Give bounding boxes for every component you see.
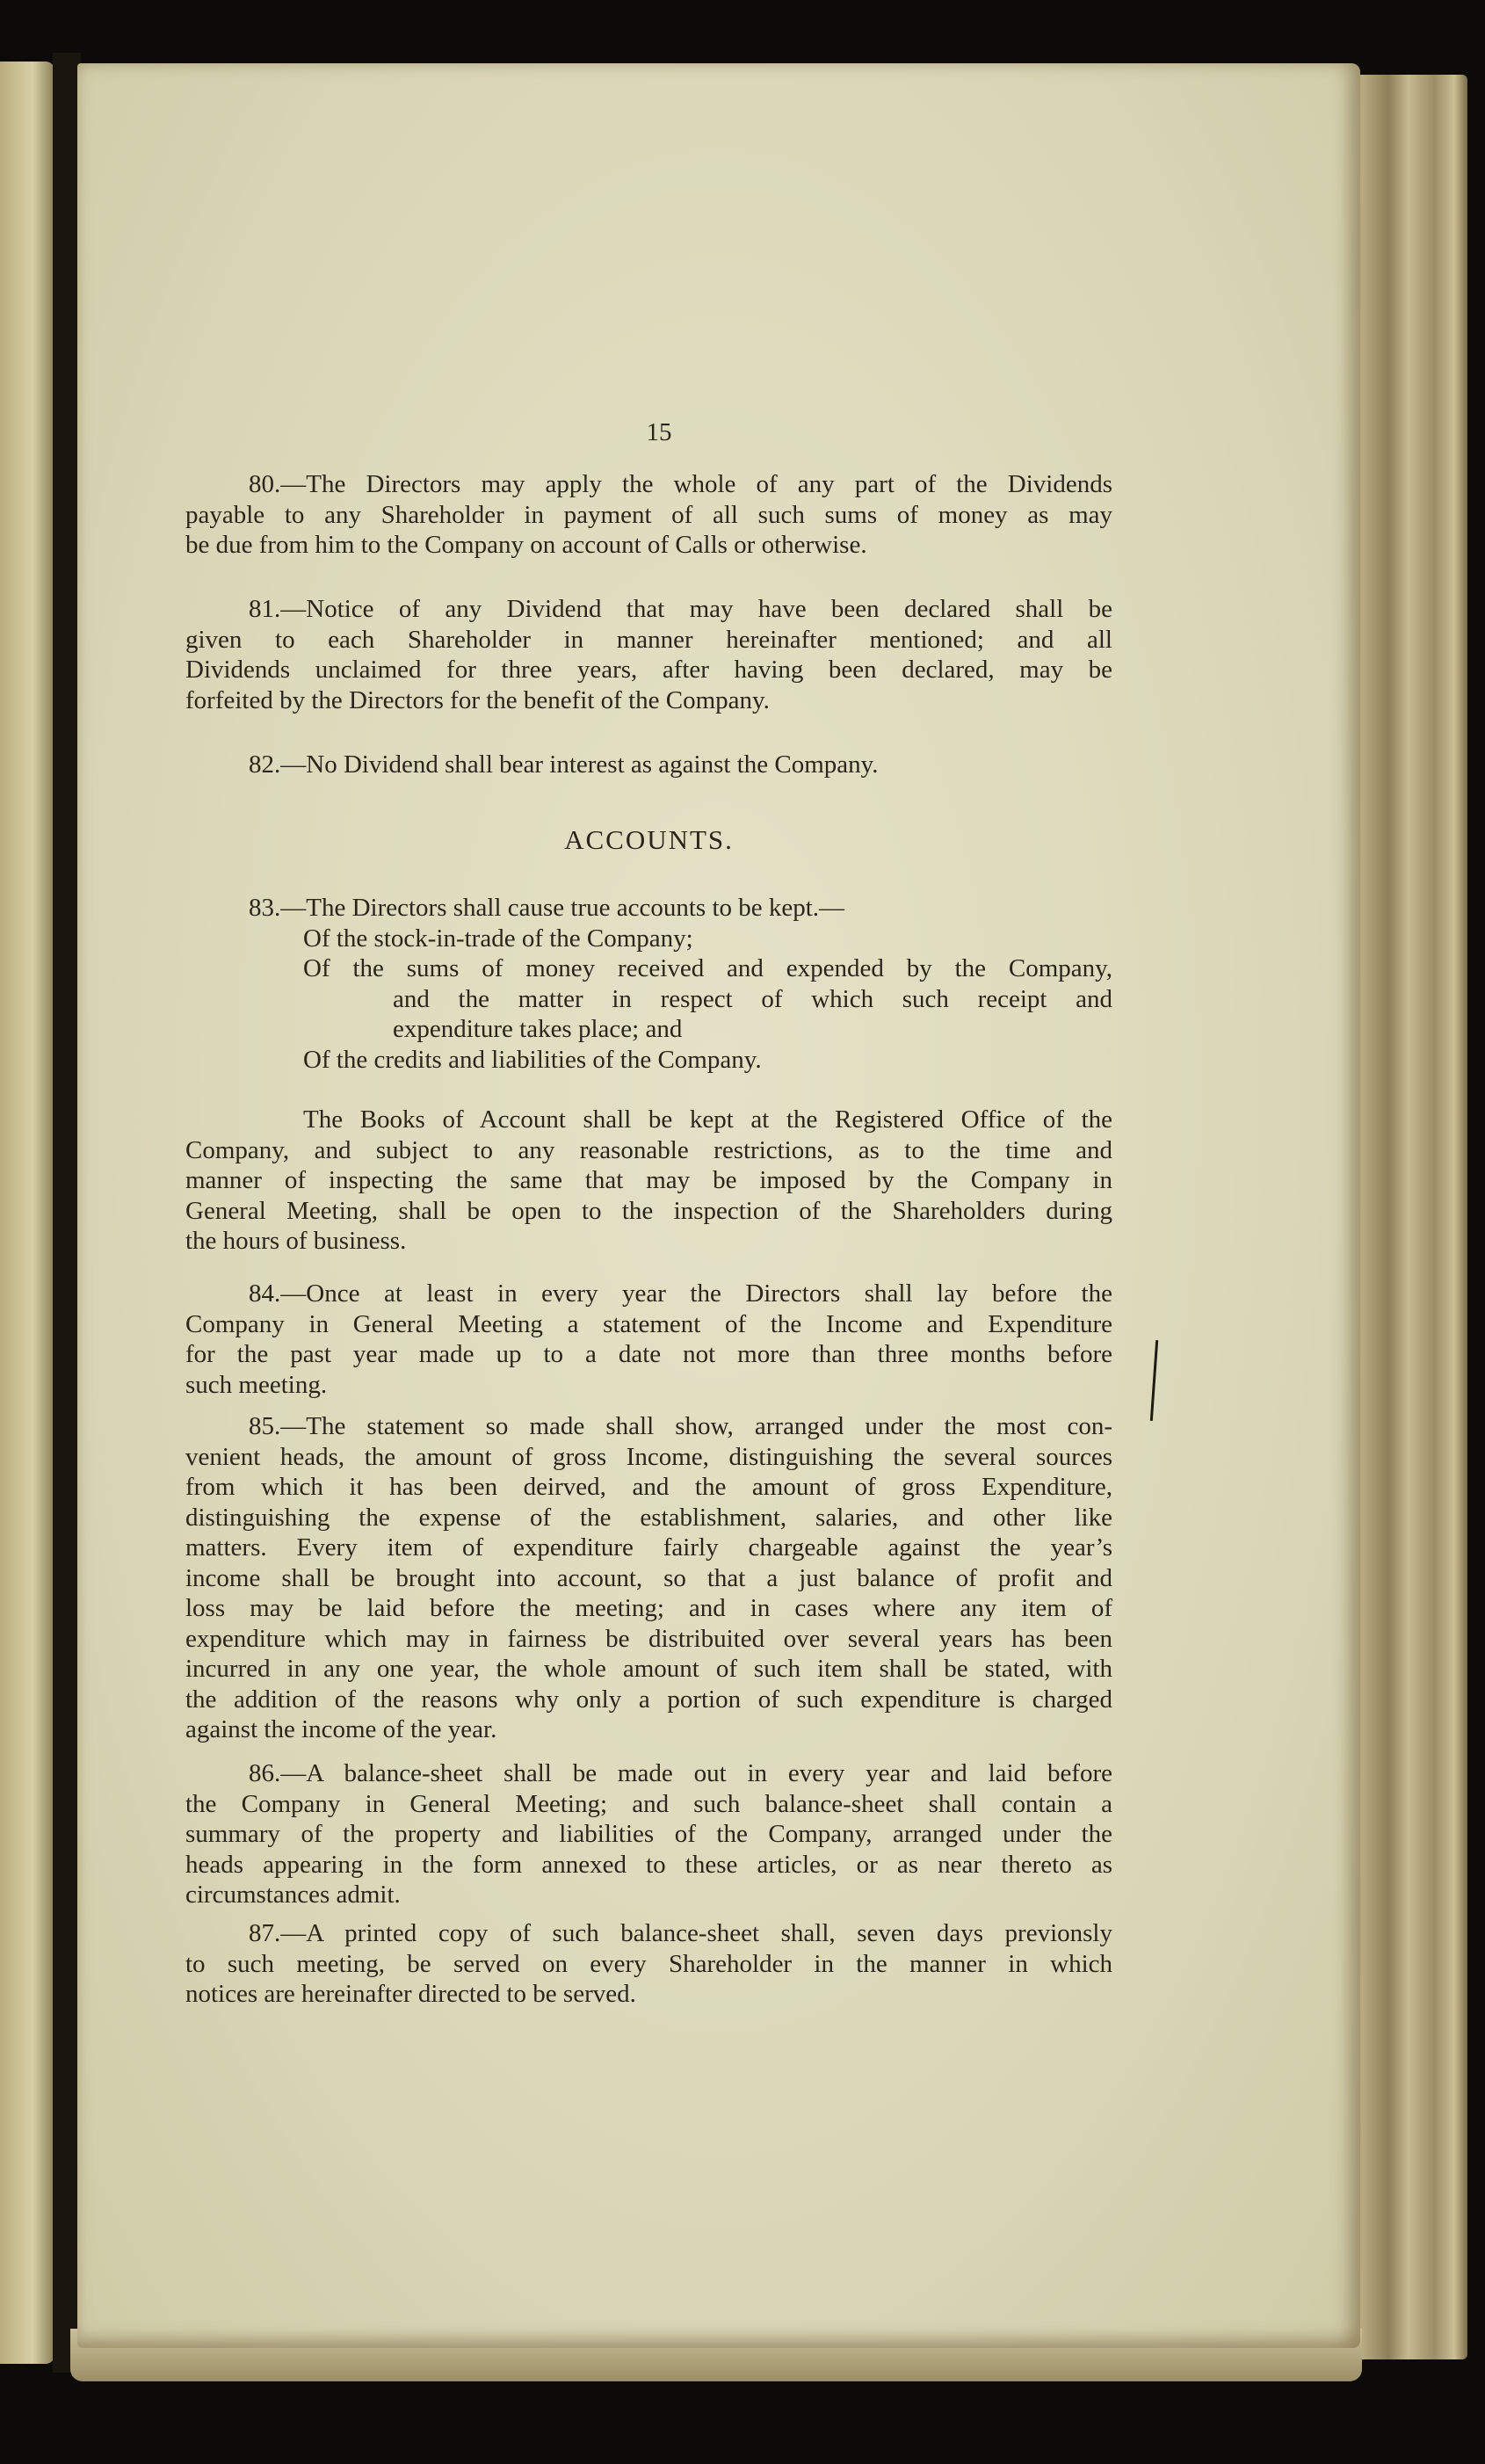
- text-line: distinguishing the expense of the establishment, salaries, and other like: [185, 1503, 1112, 1532]
- text-line: heads appearing in the form annexed to these articles, or as near thereto as: [185, 1850, 1112, 1879]
- text-line: notices are hereinafter directed to be served.: [185, 1980, 636, 2008]
- text-line: 80.—The Directors may apply the whole of any part of the Dividends: [249, 470, 1112, 498]
- text-line: such meeting.: [185, 1370, 328, 1399]
- text-line: 84.—Once at least in every year the Directors shall lay before the: [249, 1279, 1112, 1308]
- text-line: to such meeting, be served on every Shareholder in the manner in which: [185, 1949, 1112, 1978]
- text-line: be due from him to the Company on account of Calls or otherwise.: [185, 531, 867, 559]
- text-line: payable to any Shareholder in payment of all such sums of money as may: [185, 500, 1112, 529]
- facing-page-edge: [0, 62, 54, 2364]
- text-line: from which it has been deirved, and the amount of gross Expenditure,: [185, 1473, 1112, 1501]
- text-line: expenditure which may in fairness be distribuited over several years has been: [185, 1624, 1112, 1653]
- text-line: and the matter in respect of which such receipt and: [393, 984, 1112, 1013]
- text-line: income shall be brought into account, so that a just balance of profit and: [185, 1563, 1112, 1592]
- section-heading-accounts: ACCOUNTS.: [564, 824, 734, 855]
- article-81: [185, 594, 1112, 715]
- text-line: Dividends unclaimed for three years, after having been declared, may be: [185, 656, 1112, 684]
- text-line: Of the sums of money received and expended by the Company,: [303, 954, 1112, 982]
- text-line: against the income of the year.: [185, 1715, 497, 1743]
- text-line: 87.—A printed copy of such balance-sheet shall, seven days previonsly: [249, 1919, 1112, 1947]
- article-80: [185, 469, 1112, 561]
- text-line: 85.—The statement so made shall show, arranged under the most con-: [249, 1412, 1112, 1440]
- article-86: [185, 1758, 1112, 1910]
- text-line: the addition of the reasons why only a portion of such expenditure is charged: [185, 1685, 1112, 1714]
- text-line: for the past year made up to a date not more than three months before: [185, 1340, 1112, 1368]
- page-number: 15: [646, 418, 672, 446]
- text-line: 82.—No Dividend shall bear interest as against the Company.: [249, 750, 879, 779]
- article-87: [185, 1918, 1112, 2010]
- text-line: The Books of Account shall be kept at the Registered Office of the: [303, 1105, 1112, 1134]
- text-line: expenditure takes place; and: [393, 1015, 683, 1043]
- text-line: the hours of business.: [185, 1227, 407, 1255]
- text-line: given to each Shareholder in manner hereinafter mentioned; and all: [185, 625, 1112, 654]
- text-line: forfeited by the Directors for the benefit of the Company.: [185, 685, 770, 714]
- books-of-account-paragraph: [185, 1105, 1112, 1257]
- article-84: [185, 1279, 1112, 1400]
- text-line: summary of the property and liabilities of the Company, arranged under the: [185, 1820, 1112, 1848]
- text-line: Company, and subject to any reasonable restrictions, as to the time and: [185, 1135, 1112, 1164]
- text-line: 81.—Notice of any Dividend that may have been declared shall be: [249, 595, 1112, 623]
- text-line: loss may be laid before the meeting; and in cases where any item of: [185, 1594, 1112, 1622]
- text-line: incurred in any one year, the whole amount of such item shall be stated, with: [185, 1655, 1112, 1683]
- text-line: circumstances admit.: [185, 1881, 401, 1909]
- text-line: Company in General Meeting a statement of the Income and Expenditure: [185, 1309, 1112, 1338]
- article-82: [185, 750, 1112, 780]
- text-line: matters. Every item of expenditure fairly chargeable against the year’s: [185, 1533, 1112, 1562]
- text-line: manner of inspecting the same that may be imposed by the Company in: [185, 1166, 1112, 1194]
- article-83: [185, 893, 1112, 1075]
- text-line: 86.—A balance-sheet shall be made out in every year and laid before: [249, 1759, 1112, 1787]
- text-line: the Company in General Meeting; and such balance-sheet shall contain a: [185, 1789, 1112, 1818]
- article-85: [185, 1411, 1112, 1745]
- text-line: Of the credits and liabilities of the Company.: [303, 1045, 762, 1074]
- text-line: Of the stock-in-trade of the Company;: [303, 924, 693, 953]
- text-line: 83.—The Directors shall cause true accounts to be kept.—: [249, 894, 845, 922]
- text-line: General Meeting, shall be open to the inspection of the Shareholders during: [185, 1196, 1112, 1225]
- text-line: venient heads, the amount of gross Income, distinguishing the several sources: [185, 1442, 1112, 1471]
